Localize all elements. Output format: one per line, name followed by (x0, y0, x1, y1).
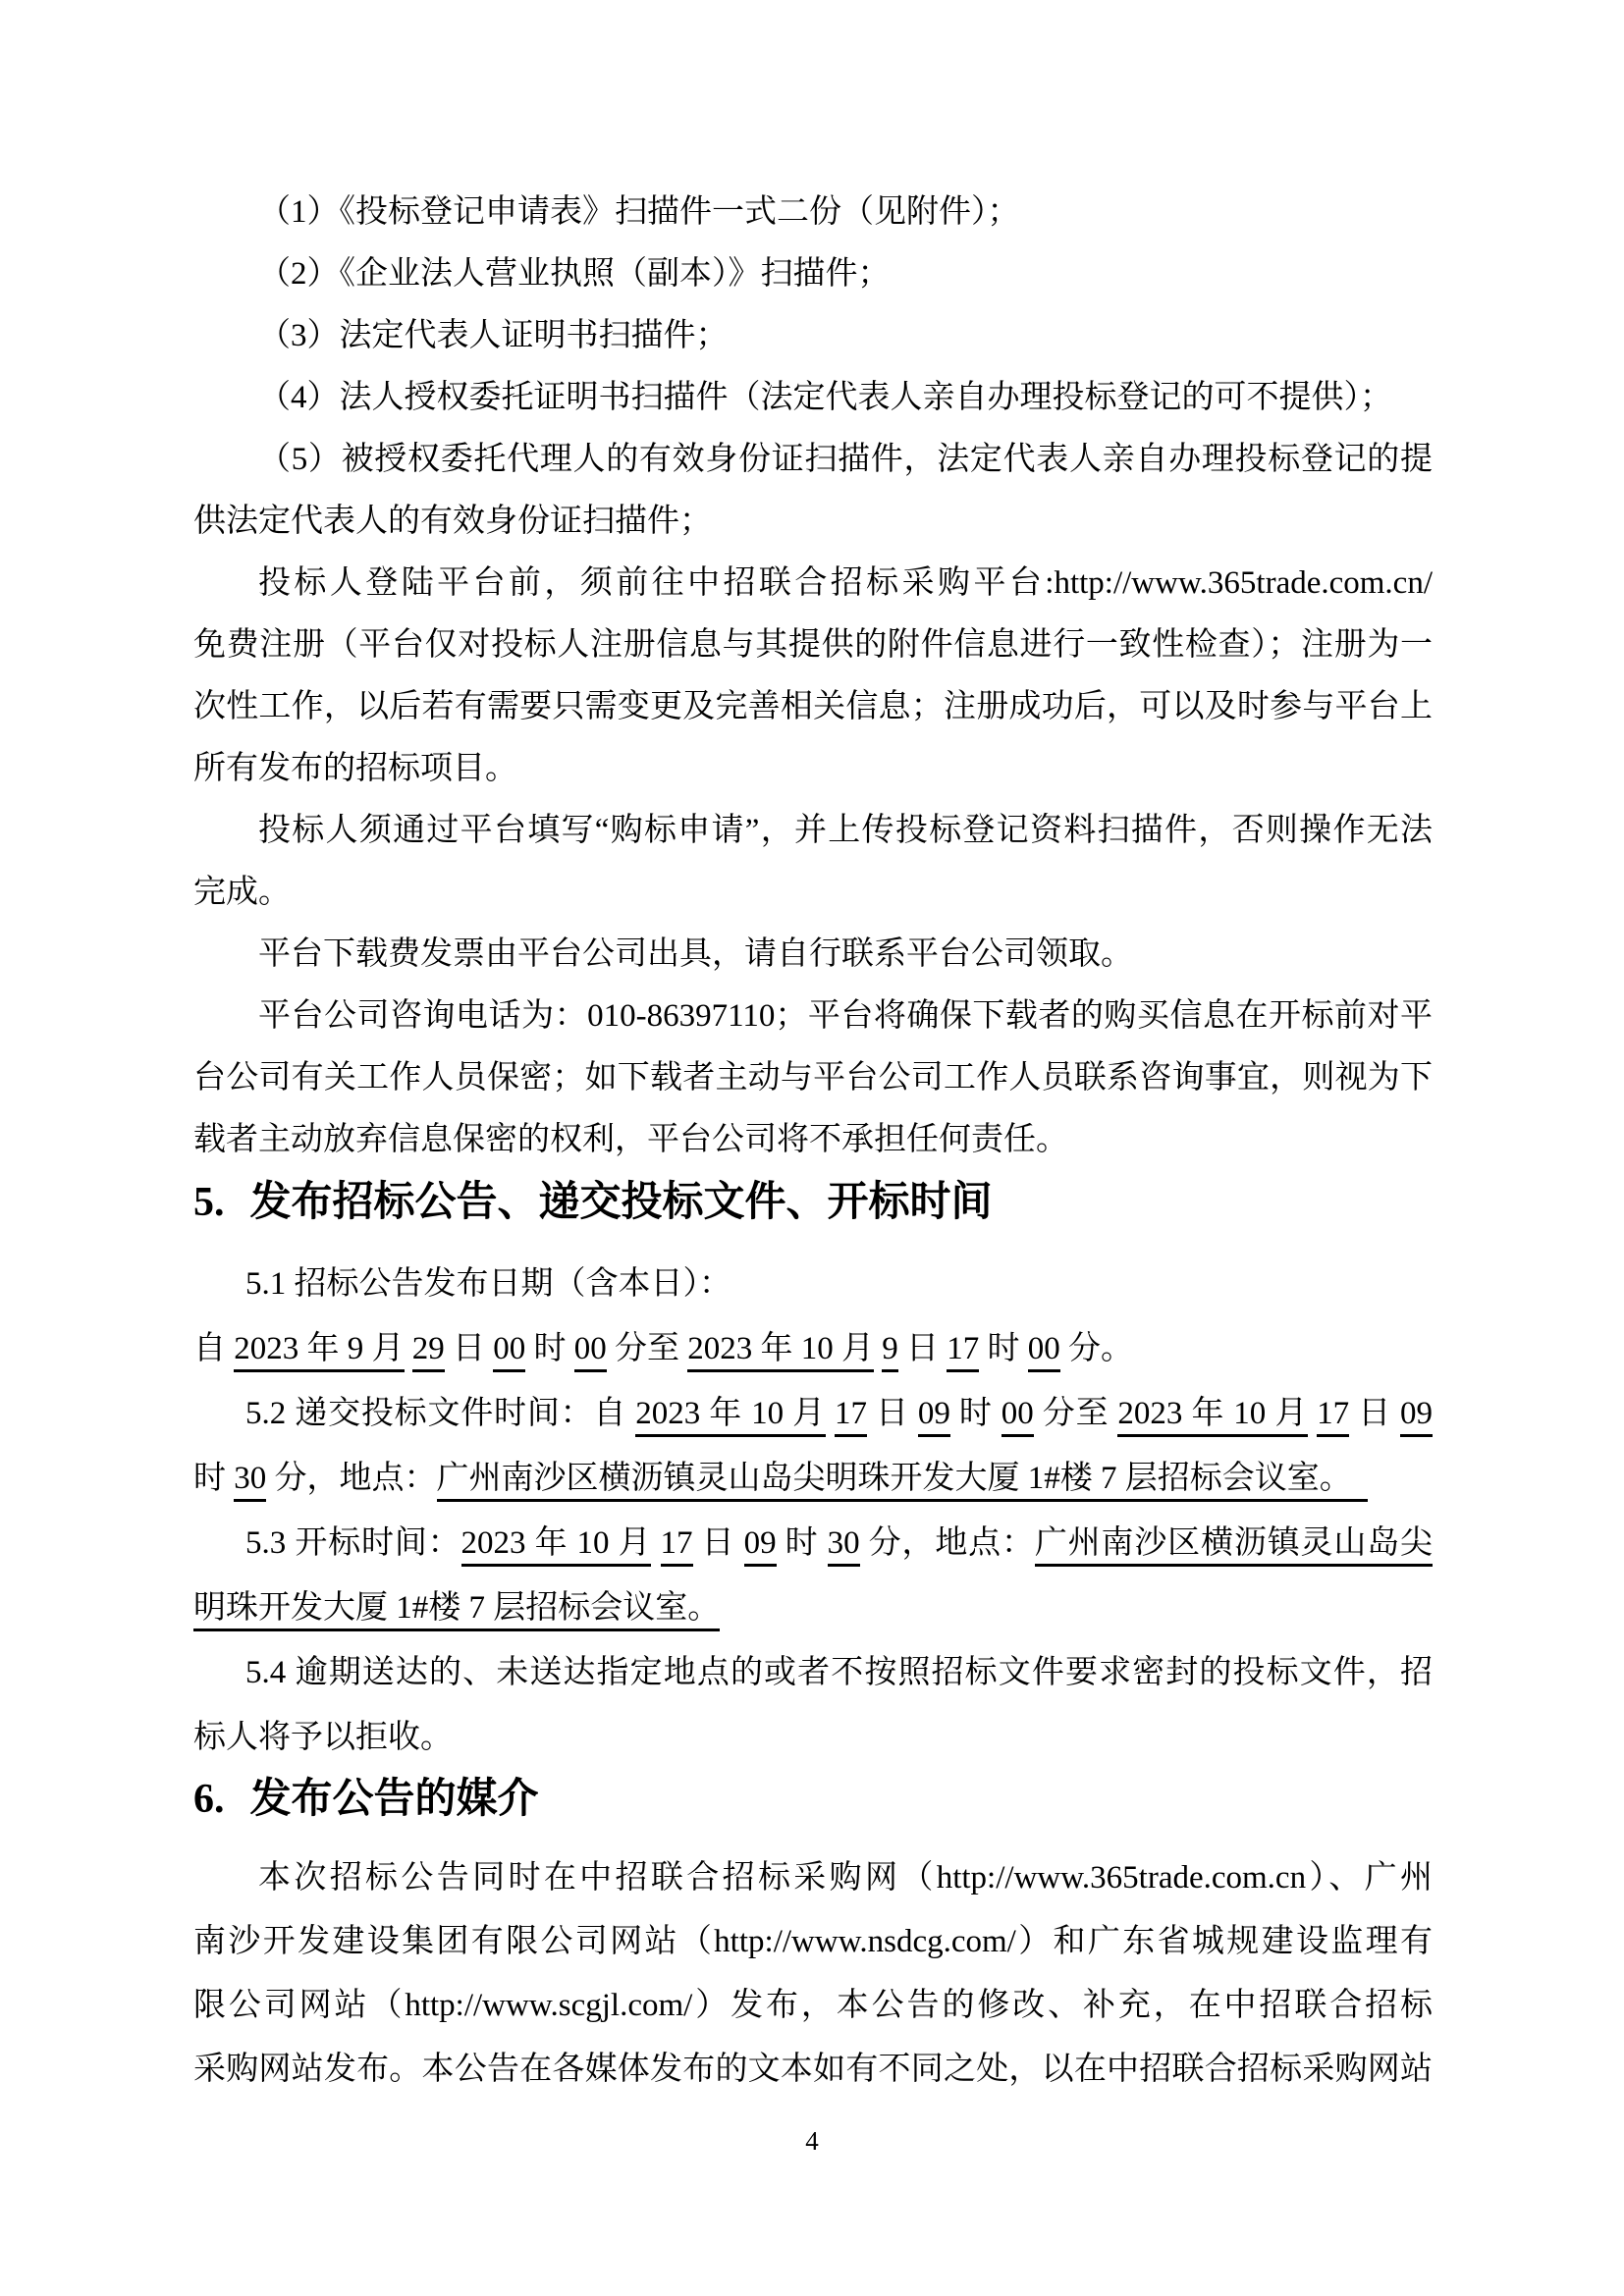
text-segment: 5.3 开标时间： (245, 1525, 461, 1561)
text-segment: 5.4 逾期送达的、未送达指定地点的或者不按照招标文件要求密封的投标文件，招 (245, 1655, 1433, 1690)
underlined-text: 09 (918, 1396, 950, 1437)
text-line (193, 676, 1433, 738)
text-line (193, 367, 1433, 429)
underlined-text: 9 (882, 1331, 898, 1372)
underlined-text: 00 (1001, 1396, 1034, 1437)
text-line (193, 862, 1433, 924)
text-line (193, 553, 1433, 614)
text-segment: 本次招标公告同时在中招联合招标采购网（http://www.365trade.com.cn）、广州 (258, 1860, 1433, 1896)
text-line (193, 491, 1433, 553)
text-segment: 完成。 (193, 875, 291, 910)
text-line (193, 2038, 1433, 2102)
underlined-text: 明珠开发大厦 1#楼 7 层招标会议室。 (193, 1590, 720, 1631)
text-line (193, 1381, 1433, 1446)
text-segment: 时 (949, 1396, 1001, 1431)
text-segment: 5.1 招标公告发布日期（含本日）： (245, 1266, 731, 1302)
page-number: 4 (805, 2126, 819, 2156)
underlined-text: 2023 年 10 月 (687, 1331, 874, 1372)
paragraph-block-publication-media (193, 1846, 1433, 2102)
underlined-text: 2023 年 10 月 (635, 1396, 826, 1437)
text-segment: 自 (193, 1331, 235, 1366)
text-line (193, 614, 1433, 676)
text-segment: 日 (444, 1331, 494, 1366)
text-line (193, 1446, 1433, 1511)
text-segment (1308, 1396, 1317, 1431)
text-line (193, 1109, 1433, 1171)
text-line (193, 924, 1433, 986)
underlined-text: 广州南沙区横沥镇灵山岛尖明珠开发大厦 1#楼 7 层招标会议室。 (437, 1461, 1369, 1502)
text-segment: 日 (897, 1331, 947, 1366)
underlined-text: 30 (234, 1461, 266, 1502)
section-5-heading (193, 1178, 993, 1227)
text-segment: 台公司有关工作人员保密；如下载者主动与平台公司工作人员联系咨询事宜，则视为下 (193, 1060, 1433, 1095)
text-segment: （4）法人授权委托证明书扫描件（法定代表人亲自办理投标登记的可不提供）； (258, 380, 1392, 415)
text-segment: 次性工作，以后若有需要只需变更及完善相关信息；注册成功后，可以及时参与平台上 (193, 689, 1433, 724)
text-line (193, 182, 1433, 243)
underlined-text: 17 (835, 1396, 867, 1437)
text-segment: 分至 (606, 1331, 688, 1366)
text-segment: 载者主动放弃信息保密的权利，平台公司将不承担任何责任。 (193, 1122, 1068, 1157)
text-segment: 供法定代表人的有效身份证扫描件； (193, 504, 712, 539)
text-segment: 时 (776, 1525, 828, 1561)
paragraph-block-registration-requirements (193, 182, 1433, 1171)
text-line (193, 305, 1433, 367)
text-segment (651, 1525, 660, 1561)
text-segment: 投标人须通过平台填写“购标申请”，并上传投标登记资料扫描件，否则操作无法 (258, 813, 1433, 848)
text-segment: 采购网站发布。本公告在各媒体发布的文本如有不同之处，以在中招联合招标采购网站 (193, 2052, 1433, 2087)
text-segment: （5）被授权委托代理人的有效身份证扫描件，法定代表人亲自办理投标登记的提 (258, 442, 1433, 477)
underlined-text: 29 (412, 1331, 445, 1372)
text-segment: 平台下载费发票由平台公司出具，请自行联系平台公司领取。 (258, 936, 1133, 972)
text-line (193, 1575, 1433, 1640)
text-segment: 日 (867, 1396, 918, 1431)
underlined-text: 2023 年 9 月 (234, 1331, 404, 1372)
text-line (193, 1640, 1433, 1705)
underlined-text: 30 (828, 1525, 860, 1567)
text-segment: 日 (1349, 1396, 1401, 1431)
text-segment: （1）《投标登记申请表》扫描件一式二份（见附件）； (258, 194, 1020, 230)
underlined-text: 00 (574, 1331, 607, 1372)
text-segment: 日 (692, 1525, 744, 1561)
text-segment: 分。 (1059, 1331, 1133, 1366)
text-segment: 时 (193, 1461, 235, 1496)
text-segment: 标人将予以拒收。 (193, 1720, 453, 1755)
underlined-text: 17 (661, 1525, 693, 1567)
text-segment: 时 (525, 1331, 574, 1366)
text-line (193, 986, 1433, 1047)
text-segment: 平台公司咨询电话为：010-86397110；平台将确保下载者的购买信息在开标前对平 (258, 998, 1433, 1034)
section-5-title: 发布招标公告、递交投标文件、开标时间 (249, 1180, 993, 1225)
text-segment: 投标人登陆平台前，须前往中招联合招标采购平台:http://www.365trade.com.cn/ (258, 565, 1433, 601)
text-line (193, 1705, 1433, 1770)
text-line (193, 738, 1433, 800)
text-segment: 分至 (1033, 1396, 1118, 1431)
text-segment: 时 (979, 1331, 1028, 1366)
text-segment (405, 1331, 412, 1366)
text-segment (874, 1331, 882, 1366)
paragraph-block-schedule (193, 1252, 1433, 1770)
text-segment: （3）法定代表人证明书扫描件； (258, 318, 729, 353)
text-segment: （2）《企业法人营业执照（副本）》扫描件； (258, 256, 891, 292)
text-segment: 分，地点： (266, 1461, 437, 1496)
text-segment: 所有发布的招标项目。 (193, 751, 517, 786)
text-line (193, 1316, 1433, 1381)
text-line (193, 1511, 1433, 1575)
underlined-text: 17 (1317, 1396, 1349, 1437)
text-segment: 5.2 递交投标文件时间：自 (245, 1396, 636, 1431)
text-line (193, 1252, 1433, 1316)
underlined-text: 00 (493, 1331, 525, 1372)
text-segment: 南沙开发建设集团有限公司网站（http://www.nsdcg.com/）和广东省城规建设监理有 (193, 1924, 1433, 1959)
section-5-number: 5. (193, 1180, 225, 1225)
text-line (193, 429, 1433, 491)
text-line (193, 1974, 1433, 2038)
text-line (193, 1846, 1433, 1910)
section-6-title: 发布公告的媒介 (249, 1777, 539, 1822)
underlined-text: 广州南沙区横沥镇灵山岛尖 (1035, 1525, 1433, 1567)
underlined-text: 09 (1400, 1396, 1433, 1437)
text-segment: 分，地点： (859, 1525, 1035, 1561)
section-6-number: 6. (193, 1777, 225, 1822)
underlined-text: 2023 年 10 月 (1117, 1396, 1308, 1437)
text-line (193, 243, 1433, 305)
text-segment: 限公司网站（http://www.scgjl.com/）发布，本公告的修改、补充，在中招联合招标 (193, 1988, 1433, 2023)
text-segment (826, 1396, 835, 1431)
text-line (193, 1047, 1433, 1109)
text-line (193, 800, 1433, 862)
text-segment: 免费注册（平台仅对投标人注册信息与其提供的附件信息进行一致性检查）；注册为一 (193, 627, 1433, 663)
text-line (193, 1910, 1433, 1974)
underlined-text: 00 (1028, 1331, 1060, 1372)
underlined-text: 17 (947, 1331, 979, 1372)
underlined-text: 09 (744, 1525, 777, 1567)
section-6-heading (193, 1775, 539, 1824)
underlined-text: 2023 年 10 月 (461, 1525, 652, 1567)
